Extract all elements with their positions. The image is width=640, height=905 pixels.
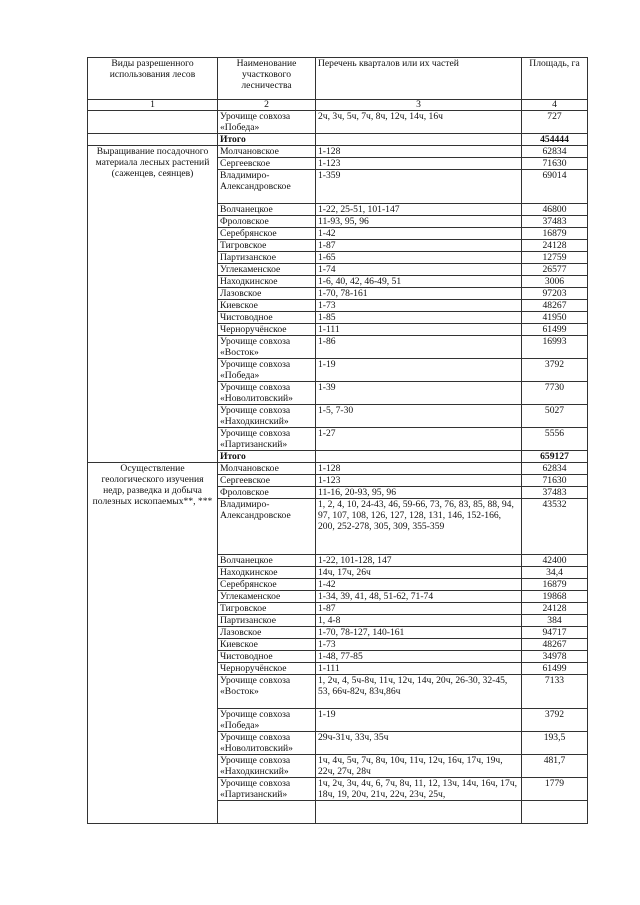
area-value: 69014 bbox=[522, 170, 588, 204]
area-value: 61499 bbox=[522, 324, 588, 336]
quarters-list: 1, 2ч, 4, 5ч-8ч, 11ч, 12ч, 14ч, 20ч, 26-30, 32-45, 53, 66ч-82ч, 83ч,86ч bbox=[316, 675, 522, 709]
forestry-name: Урочище совхоза «Партизанский» bbox=[218, 778, 316, 801]
quarters-list: 1-359 bbox=[316, 170, 522, 204]
area-value: 16993 bbox=[522, 336, 588, 359]
area-value: 7133 bbox=[522, 675, 588, 709]
forestry-name: Урочище совхоза «Восток» bbox=[218, 336, 316, 359]
forestry-name: Урочище совхоза «Новолитовский» bbox=[218, 732, 316, 755]
area-value: 94717 bbox=[522, 627, 588, 639]
forestry-name: Тигровское bbox=[218, 603, 316, 615]
area-value: 62834 bbox=[522, 463, 588, 475]
area-value: 384 bbox=[522, 615, 588, 627]
quarters-list: 1-48, 77-85 bbox=[316, 651, 522, 663]
area-value: 48267 bbox=[522, 639, 588, 651]
column-number: 3 bbox=[316, 100, 522, 111]
area-value: 26577 bbox=[522, 264, 588, 276]
quarters-list: 1-5, 7-30 bbox=[316, 405, 522, 428]
quarters-list: 1ч, 2ч, 3ч, 4ч, 6, 7ч, 8ч, 11, 12, 13ч, 14ч, 16ч, 17ч, 18ч, 19, 20ч, 21ч, 22ч, 23ч, 25ч, bbox=[316, 778, 522, 801]
quarters-list: 1-123 bbox=[316, 475, 522, 487]
area-value: 1779 bbox=[522, 778, 588, 801]
forestry-name bbox=[218, 801, 316, 824]
forestry-name: Чистоводное bbox=[218, 651, 316, 663]
forestry-name: Владимиро-Александровское bbox=[218, 499, 316, 555]
forestry-name: Лазовское bbox=[218, 627, 316, 639]
forestry-name: Углекаменское bbox=[218, 591, 316, 603]
area-value: 16879 bbox=[522, 228, 588, 240]
quarters-list: 1-74 bbox=[316, 264, 522, 276]
forestry-name: Находкинское bbox=[218, 276, 316, 288]
quarters-list: 1-27 bbox=[316, 428, 522, 451]
quarters-list: 1-42 bbox=[316, 579, 522, 591]
quarters-list: 2ч, 3ч, 5ч, 7ч, 8ч, 12ч, 14ч, 16ч bbox=[316, 111, 522, 134]
forestry-name: Партизанское bbox=[218, 615, 316, 627]
area-value bbox=[522, 801, 588, 824]
area-value: 5027 bbox=[522, 405, 588, 428]
forestry-name: Киевское bbox=[218, 300, 316, 312]
forestry-name: Урочище совхоза «Находкинский» bbox=[218, 405, 316, 428]
area-value: 48267 bbox=[522, 300, 588, 312]
area-value: 193,5 bbox=[522, 732, 588, 755]
quarters-list: 1-42 bbox=[316, 228, 522, 240]
category-cell-empty bbox=[88, 111, 218, 134]
area-value: 37483 bbox=[522, 216, 588, 228]
header-forestry-name: Наименование участкового лесничества bbox=[218, 58, 316, 100]
quarters-list bbox=[316, 801, 522, 824]
area-value: 727 bbox=[522, 111, 588, 134]
quarters-list: 1-73 bbox=[316, 300, 522, 312]
area-value: 3792 bbox=[522, 359, 588, 382]
forestry-name: Урочище совхоза «Победа» bbox=[218, 359, 316, 382]
quarters-list: 14ч, 17ч, 26ч bbox=[316, 567, 522, 579]
area-value: 16879 bbox=[522, 579, 588, 591]
quarters-list: 1, 2, 4, 10, 24-43, 46, 59-66, 73, 76, 83, 85, 88, 94, 97, 107, 108, 126, 127, 128, 131, 146, 152-166, 200, 252-278, 305, 309, 355-359 bbox=[316, 499, 522, 555]
quarters-list: 11-93, 95, 96 bbox=[316, 216, 522, 228]
forestry-name: Фроловское bbox=[218, 487, 316, 499]
forestry-name: Черноручёнское bbox=[218, 324, 316, 336]
area-value: 41950 bbox=[522, 312, 588, 324]
area-value: 34,4 bbox=[522, 567, 588, 579]
quarters-list: 1-128 bbox=[316, 463, 522, 475]
header-row bbox=[88, 58, 588, 100]
total-area-value: 454444 bbox=[522, 134, 588, 146]
forestry-name: Молчановское bbox=[218, 146, 316, 158]
forestry-name: Киевское bbox=[218, 639, 316, 651]
quarters-list: 1-128 bbox=[316, 146, 522, 158]
quarters-list: 1ч, 4ч, 5ч, 7ч, 8ч, 10ч, 11ч, 12ч, 16ч, 17ч, 19ч, 22ч, 27ч, 28ч bbox=[316, 755, 522, 778]
forestry-name: Лазовское bbox=[218, 288, 316, 300]
quarters-list: 1-22, 101-128, 147 bbox=[316, 555, 522, 567]
forestry-name: Урочище совхоза «Находкинский» bbox=[218, 755, 316, 778]
quarters-list: 29ч-31ч, 33ч, 35ч bbox=[316, 732, 522, 755]
forestry-name: Волчанецкое bbox=[218, 555, 316, 567]
quarters-list: 1-87 bbox=[316, 603, 522, 615]
category-cell-empty bbox=[88, 134, 218, 146]
area-value: 5556 bbox=[522, 428, 588, 451]
area-value: 24128 bbox=[522, 240, 588, 252]
area-value: 7730 bbox=[522, 382, 588, 405]
forestry-name: Владимиро-Александровское bbox=[218, 170, 316, 204]
header-land-use-type: Виды разрешенного использования лесов bbox=[88, 58, 218, 100]
quarters-list: 1-6, 40, 42, 46-49, 51 bbox=[316, 276, 522, 288]
table-row bbox=[88, 146, 588, 158]
header-area: Площадь, га bbox=[522, 58, 588, 100]
area-value: 19868 bbox=[522, 591, 588, 603]
quarters-list bbox=[316, 451, 522, 463]
quarters-list: 1-70, 78-127, 140-161 bbox=[316, 627, 522, 639]
land-use-category-geology: Осуществление геологического изучения недр, разведка и добыча полезных ископаемых**, *** bbox=[88, 463, 218, 824]
forestry-name: Сергеевское bbox=[218, 475, 316, 487]
quarters-list: 1-86 bbox=[316, 336, 522, 359]
quarters-list: 1-22, 25-51, 101-147 bbox=[316, 204, 522, 216]
forestry-name: Молчановское bbox=[218, 463, 316, 475]
forestry-name: Урочище совхоза «Восток» bbox=[218, 675, 316, 709]
forestry-name: Урочище совхоза «Победа» bbox=[218, 709, 316, 732]
area-value: 71630 bbox=[522, 158, 588, 170]
forestry-name: Серебрянское bbox=[218, 228, 316, 240]
area-value: 34978 bbox=[522, 651, 588, 663]
total-label: Итого bbox=[218, 134, 316, 146]
forestry-name: Чистоводное bbox=[218, 312, 316, 324]
quarters-list: 1-123 bbox=[316, 158, 522, 170]
total-area-value: 659127 bbox=[522, 451, 588, 463]
quarters-list: 1-70, 78-161 bbox=[316, 288, 522, 300]
area-value: 46800 bbox=[522, 204, 588, 216]
area-value: 71630 bbox=[522, 475, 588, 487]
forestry-name: Волчанецкое bbox=[218, 204, 316, 216]
column-number-row bbox=[88, 100, 588, 111]
area-value: 37483 bbox=[522, 487, 588, 499]
table-row bbox=[88, 111, 588, 134]
column-number: 4 bbox=[522, 100, 588, 111]
table-row bbox=[88, 463, 588, 475]
quarters-list: 1-19 bbox=[316, 359, 522, 382]
forestry-name: Тигровское bbox=[218, 240, 316, 252]
area-value: 3792 bbox=[522, 709, 588, 732]
forestry-name: Урочище совхоза «Партизанский» bbox=[218, 428, 316, 451]
land-use-category-seedlings: Выращивание посадочного материала лесных растений (саженцев, сеянцев) bbox=[88, 146, 218, 463]
area-value: 43532 bbox=[522, 499, 588, 555]
quarters-list bbox=[316, 134, 522, 146]
quarters-list: 1-85 bbox=[316, 312, 522, 324]
forestry-name: Урочище совхоза «Новолитовский» bbox=[218, 382, 316, 405]
total-row bbox=[88, 134, 588, 146]
area-value: 24128 bbox=[522, 603, 588, 615]
total-label: Итого bbox=[218, 451, 316, 463]
forestry-name: Серебрянское bbox=[218, 579, 316, 591]
column-number: 1 bbox=[88, 100, 218, 111]
area-value: 3006 bbox=[522, 276, 588, 288]
quarters-list: 1-19 bbox=[316, 709, 522, 732]
quarters-list: 1-65 bbox=[316, 252, 522, 264]
column-number: 2 bbox=[218, 100, 316, 111]
forestry-name: Сергеевское bbox=[218, 158, 316, 170]
quarters-list: 1, 4-8 bbox=[316, 615, 522, 627]
area-value: 42400 bbox=[522, 555, 588, 567]
quarters-list: 1-73 bbox=[316, 639, 522, 651]
quarters-list: 1-111 bbox=[316, 663, 522, 675]
forestry-name: Черноручёнское bbox=[218, 663, 316, 675]
quarters-list: 11-16, 20-93, 95, 96 bbox=[316, 487, 522, 499]
forestry-name: Партизанское bbox=[218, 252, 316, 264]
quarters-list: 1-39 bbox=[316, 382, 522, 405]
forestry-name: Находкинское bbox=[218, 567, 316, 579]
area-value: 481,7 bbox=[522, 755, 588, 778]
quarters-list: 1-111 bbox=[316, 324, 522, 336]
area-value: 61499 bbox=[522, 663, 588, 675]
area-value: 97203 bbox=[522, 288, 588, 300]
forestry-name: Фроловское bbox=[218, 216, 316, 228]
land-use-table bbox=[87, 57, 588, 824]
header-quarters-list: Перечень кварталов или их частей bbox=[316, 58, 522, 100]
area-value: 62834 bbox=[522, 146, 588, 158]
quarters-list: 1-87 bbox=[316, 240, 522, 252]
quarters-list: 1-34, 39, 41, 48, 51-62, 71-74 bbox=[316, 591, 522, 603]
area-value: 12759 bbox=[522, 252, 588, 264]
forestry-name: Углекаменское bbox=[218, 264, 316, 276]
forestry-name: Урочище совхоза «Победа» bbox=[218, 111, 316, 134]
